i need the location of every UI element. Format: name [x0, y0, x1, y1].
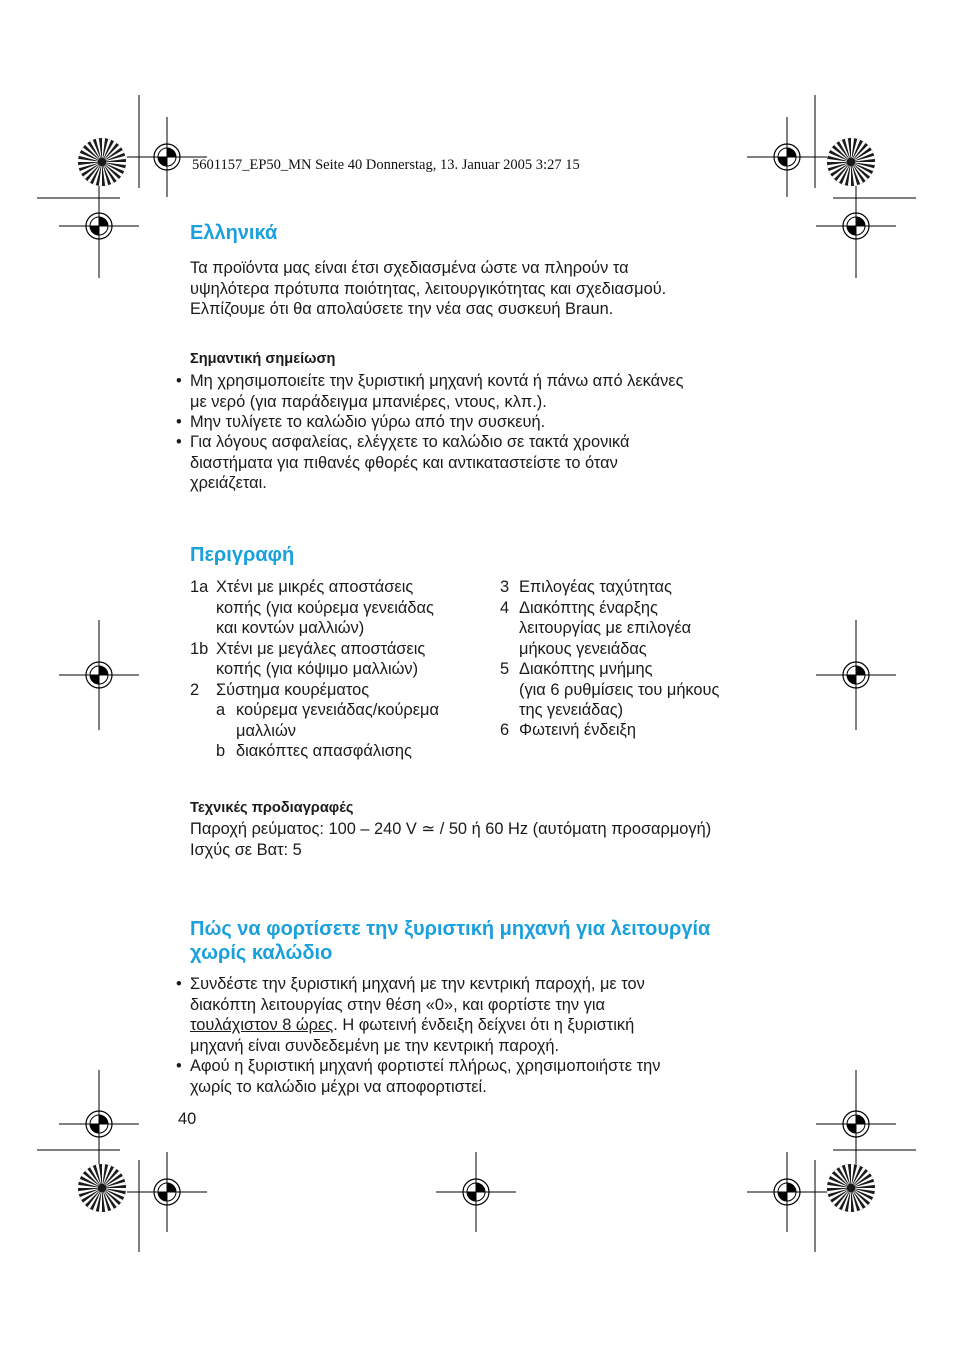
part-label: και κοντών μαλλιών)	[216, 619, 365, 637]
bullet-line: Μην τυλίγετε το καλώδιο γύρω από την συσκευή.	[190, 413, 546, 431]
part-label: κούρεμα γενειάδας/κούρεμα	[236, 701, 439, 719]
part-label: λειτουργίας με επιλογέα	[519, 619, 692, 637]
part-label: Διακόπτης έναρξης	[519, 598, 658, 617]
important-notice-heading: Σημαντική σημείωση	[190, 351, 336, 367]
starburst-center	[98, 158, 107, 167]
bullet-line	[190, 1015, 790, 1036]
part-number: 4	[500, 598, 510, 617]
bullet-dot: •	[176, 372, 182, 390]
bullet-dot: •	[176, 1057, 182, 1075]
spec-line: Παροχή ρεύματος: 100 – 240 V ≃ / 50 ή 60 Hz (αυτόματη προσαρμογή)	[190, 820, 712, 838]
bullet-line: διαστήματα για πιθανές φθορές και αντικαταστείστε το όταν	[190, 453, 618, 472]
part-label: Φωτεινή ένδειξη	[519, 721, 636, 739]
bullet-line: μηχανή είναι συνδεδεμένη με την κεντρική παροχή.	[190, 1036, 560, 1055]
part-label: μήκους γενειάδας	[519, 639, 647, 658]
intro-line: υψηλότερα πρότυπα ποιότητας, λειτουργικότητας και σχεδιασμού.	[190, 279, 667, 298]
bullet-dot: •	[176, 413, 182, 431]
part-label: Χτένι με μεγάλες αποστάσεις	[216, 639, 426, 658]
bullet-line: Συνδέστε την ξυριστική μηχανή με την κεντρική παροχή, με τον	[190, 975, 645, 993]
technical-specs-heading: Τεχνικές προδιαγραφές	[190, 800, 354, 816]
bullet-line: διακόπτη λειτουργίας στην θέση «0», και φορτίστε την για	[190, 995, 605, 1014]
part-label: Διακόπτης μνήμης	[519, 660, 653, 678]
part-label: κοπής (για κόψιμο μαλλιών)	[216, 660, 419, 678]
section-title-greek: Ελληνικά	[190, 222, 278, 244]
part-label: διακόπτες απασφάλισης	[236, 742, 412, 760]
starburst-center	[847, 158, 856, 167]
part-number: 1a	[190, 578, 209, 596]
bullet-line: Αφού η ξυριστική μηχανή φορτιστεί πλήρως, χρησιμοποιήστε την	[190, 1057, 661, 1075]
section-title-charging	[190, 917, 710, 965]
intro-line: Τα προϊόντα μας είναι έτσι σχεδιασμένα ώστε να πληρούν τα	[190, 259, 629, 277]
bullet-dot: •	[176, 975, 182, 993]
page-number: 40	[178, 1110, 197, 1128]
bullet-line: με νερό (για παράδειγμα μπανιέρες, ντους, κλπ.).	[190, 392, 547, 411]
intro-line: Ελπίζουμε ότι θα απολαύσετε την νέα σας συσκευή Braun.	[190, 300, 614, 318]
part-number: a	[216, 701, 226, 719]
part-number: 6	[500, 721, 510, 739]
part-number: 3	[500, 578, 510, 596]
bullet-line: Μη χρησιμοποιείτε την ξυριστική μηχανή κοντά ή πάνω από λεκάνες	[190, 372, 684, 390]
part-label: Επιλογέας ταχύτητας	[519, 578, 672, 596]
bullet-line-rest: . Η φωτεινή ένδειξη δείχνει ότι η ξυριστική	[333, 1016, 635, 1034]
part-label: κοπής (για κούρεμα γενειάδας	[216, 598, 434, 617]
bullet-line: χρειάζεται.	[190, 474, 267, 492]
part-number: 2	[190, 680, 200, 699]
bullet-dot: •	[176, 433, 182, 451]
bullet-line: χωρίς το καλώδιο μέχρι να αποφορτιστεί.	[190, 1077, 487, 1096]
part-label: (για 6 ρυθμίσεις του μήκους	[519, 680, 720, 699]
part-number: 5	[500, 660, 510, 678]
starburst-center	[847, 1184, 856, 1193]
part-label: μαλλιών	[236, 721, 296, 740]
bullet-line: Για λόγους ασφαλείας, ελέγχετε το καλώδιο σε τακτά χρονικά	[190, 433, 630, 451]
intro-paragraph	[190, 258, 666, 320]
underlined-duration: τουλάχιστον 8 ώρες	[190, 1016, 334, 1034]
technical-specs-text	[190, 819, 711, 860]
part-label: Σύστημα κουρέματος	[216, 680, 370, 699]
section-title-description: Περιγραφή	[190, 544, 295, 566]
print-slug-line: 5601157_EP50_MN Seite 40 Donnerstag, 13. Januar 2005 3:27 15	[192, 157, 580, 173]
part-number: 1b	[190, 639, 209, 658]
charging-title-line: Πώς να φορτίσετε την ξυριστική μηχανή για λειτουργία	[190, 918, 711, 940]
spec-line: Ισχύς σε Βατ: 5	[190, 840, 302, 859]
part-label: της γενειάδας)	[519, 701, 624, 719]
starburst-center	[98, 1184, 107, 1193]
part-label: Χτένι με μικρές αποστάσεις	[216, 578, 414, 596]
charging-title-line: χωρίς καλώδιο	[190, 942, 333, 964]
part-number: b	[216, 742, 226, 760]
